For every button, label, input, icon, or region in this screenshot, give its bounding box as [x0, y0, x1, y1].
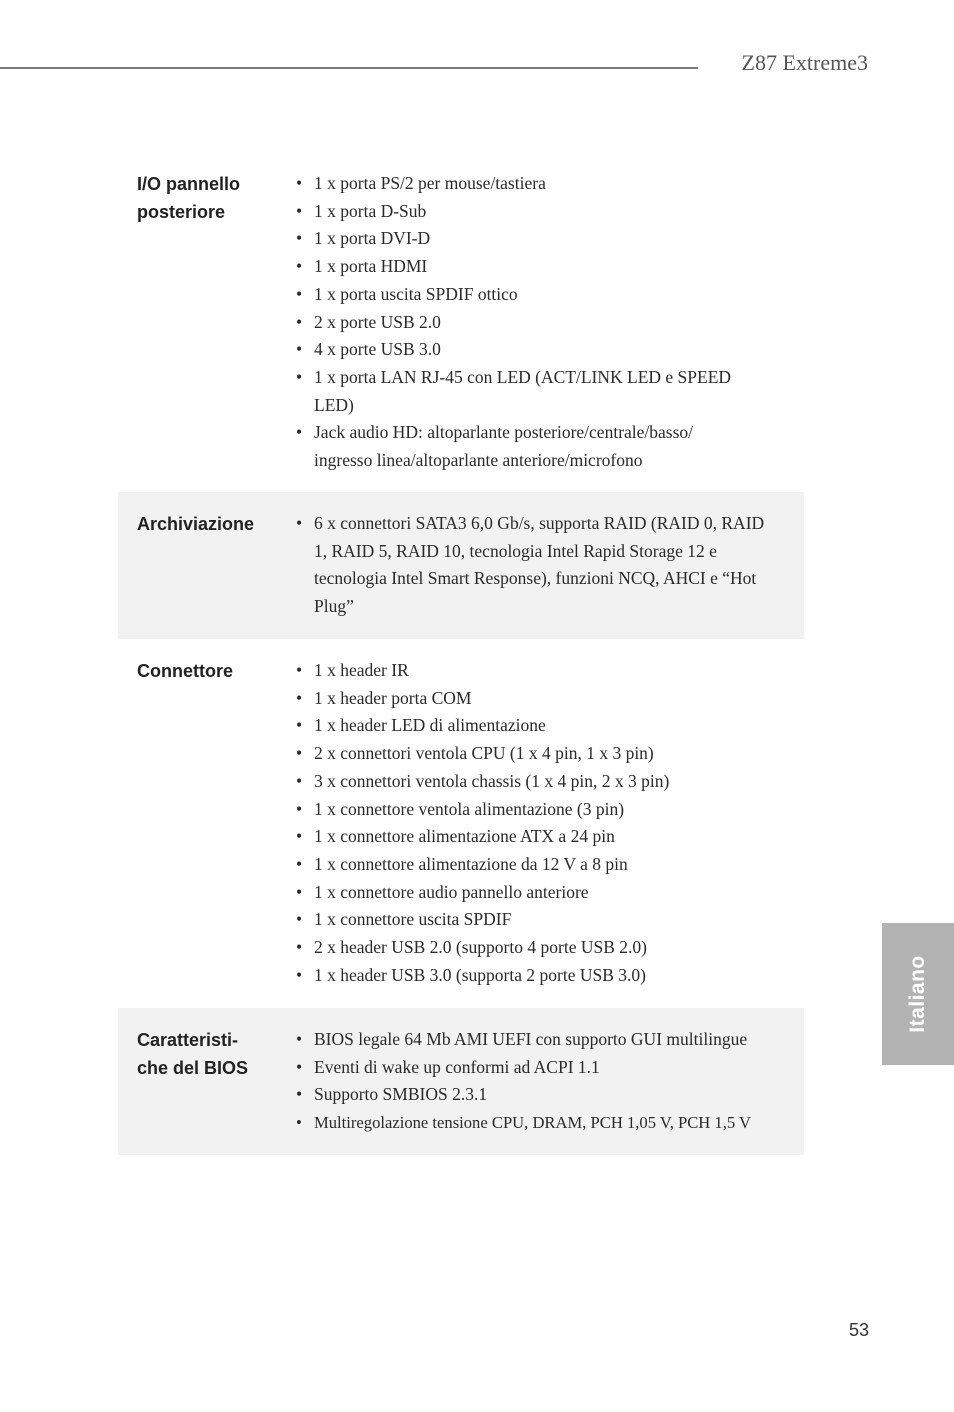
list-item-text: 1 x porta DVI-D	[314, 228, 431, 249]
list-item	[296, 1054, 796, 1082]
bullet: •	[296, 366, 303, 387]
bullet: •	[296, 228, 303, 249]
section-storage	[118, 492, 804, 639]
bullet: •	[296, 422, 303, 443]
list-item-text: 1 x porta uscita SPDIF ottico	[314, 283, 518, 304]
list-item-text: 1 x header LED di alimentazione	[314, 715, 546, 736]
list-item-text: 1 x connettore alimentazione da 12 V a 8 pin	[314, 853, 628, 874]
list-item	[296, 851, 786, 879]
page-header-title: Z87 Extreme3	[741, 50, 868, 75]
list-item	[296, 1081, 796, 1109]
bullet: •	[296, 1056, 303, 1077]
list-item	[296, 170, 736, 198]
list-item	[296, 685, 786, 713]
list-item	[296, 712, 786, 740]
list-item	[296, 879, 786, 907]
list-item	[296, 225, 736, 253]
list-item-text: 1 x header USB 3.0 (supporta 2 porte USB 3.0)	[314, 964, 646, 985]
list-item-text: 1 x porta D-Sub	[314, 200, 427, 221]
list-item-text: 2 x header USB 2.0 (supporto 4 porte USB 2.0)	[314, 937, 647, 958]
bullet: •	[296, 513, 303, 533]
list-item	[296, 796, 786, 824]
list-item	[296, 253, 736, 281]
bullet: •	[296, 660, 303, 680]
section-label-line: che del BIOS	[137, 1058, 249, 1078]
list-item-text: 3 x connettori ventola chassis (1 x 4 pin, 2 x 3 pin)	[314, 770, 670, 791]
list-item-text: 4 x porte USB 3.0	[314, 339, 441, 360]
list-item	[296, 198, 736, 226]
section-item-list	[296, 170, 736, 475]
header-rule	[0, 67, 698, 69]
list-item	[296, 281, 736, 309]
list-item-text: Jack audio HD: altoparlante posteriore/centrale/basso/ ingresso linea/altoparlante anteriore/microfono	[314, 422, 694, 471]
bullet: •	[296, 909, 303, 930]
bullet: •	[296, 1084, 303, 1105]
section-label-line: Connettore	[137, 661, 233, 681]
section-label-line: Archiviazione	[137, 514, 255, 534]
list-item-text: BIOS legale 64 Mb AMI UEFI con supporto GUI multilingue	[314, 1029, 748, 1049]
section-label	[137, 170, 287, 226]
list-item-text: 1 x connettore ventola alimentazione (3 pin)	[314, 798, 625, 819]
section-label-line: I/O pannello	[137, 174, 241, 194]
list-item	[296, 419, 736, 474]
bullet: •	[296, 256, 303, 277]
list-item	[296, 1109, 796, 1137]
list-item-text: Eventi di wake up conformi ad ACPI 1.1	[314, 1056, 600, 1077]
bullet: •	[296, 881, 303, 902]
list-item-text: Supporto SMBIOS 2.3.1	[314, 1084, 488, 1105]
list-item-text: 1 x porta HDMI	[314, 256, 428, 277]
list-item	[296, 906, 786, 934]
language-tab-label: Italiano	[906, 955, 929, 1033]
list-item-text: 1 x header porta COM	[314, 687, 472, 708]
list-item-text: 1 x connettore uscita SPDIF	[314, 909, 512, 930]
bullet: •	[296, 937, 303, 958]
bullet: •	[296, 770, 303, 791]
list-item-text: 1 x porta LAN RJ-45 con LED (ACT/LINK LED e SPEED LED)	[314, 366, 732, 415]
section-item-list	[296, 657, 786, 989]
list-item	[296, 768, 786, 796]
list-item	[296, 657, 786, 685]
list-item	[296, 364, 736, 419]
bullet: •	[296, 964, 303, 985]
section-item-list	[296, 1026, 796, 1137]
bullet: •	[296, 200, 303, 221]
list-item	[296, 309, 736, 337]
list-item-text: 1 x connettore audio pannello anteriore	[314, 881, 589, 902]
bullet: •	[296, 311, 303, 332]
bullet: •	[296, 173, 303, 193]
list-item-text: Multiregolazione tensione CPU, DRAM, PCH 1,05 V, PCH 1,5 V	[314, 1113, 751, 1133]
section-label-line: Caratteristi-	[137, 1030, 239, 1050]
bullet: •	[296, 1113, 302, 1133]
list-item	[296, 510, 778, 621]
list-item-text: 1 x porta PS/2 per mouse/tastiera	[314, 173, 546, 193]
bullet: •	[296, 1029, 303, 1049]
section-item-list	[296, 510, 778, 621]
bullet: •	[296, 826, 303, 847]
list-item-text: 1 x header IR	[314, 660, 409, 680]
list-item	[296, 823, 786, 851]
bullet: •	[296, 798, 303, 819]
list-item-text: 2 x porte USB 2.0	[314, 311, 441, 332]
language-side-tab	[882, 923, 954, 1065]
page-number: 53	[848, 1320, 869, 1340]
list-item-text: 6 x connettori SATA3 6,0 Gb/s, supporta RAID (RAID 0, RAID 1, RAID 5, RAID 10, tecnologia Intel Rapid Storage 12 e tecnologia Intel Smart Response), funzioni NCQ, AHCI e “Hot Plug”	[314, 513, 765, 617]
bullet: •	[296, 715, 303, 736]
bullet: •	[296, 743, 303, 764]
section-connectors	[118, 639, 804, 1008]
section-label	[137, 1026, 287, 1082]
list-item	[296, 740, 786, 768]
section-label-line: posteriore	[137, 202, 226, 222]
section-label	[137, 657, 287, 685]
section-label	[137, 510, 287, 538]
section-bios	[118, 1008, 804, 1155]
section-io-panel	[118, 164, 804, 484]
bullet: •	[296, 283, 303, 304]
list-item	[296, 962, 786, 990]
list-item-text: 2 x connettori ventola CPU (1 x 4 pin, 1 x 3 pin)	[314, 743, 654, 764]
bullet: •	[296, 339, 303, 360]
list-item-text: 1 x connettore alimentazione ATX a 24 pin	[314, 826, 615, 847]
bullet: •	[296, 853, 303, 874]
list-item	[296, 336, 736, 364]
list-item	[296, 934, 786, 962]
list-item	[296, 1026, 796, 1054]
bullet: •	[296, 687, 303, 708]
